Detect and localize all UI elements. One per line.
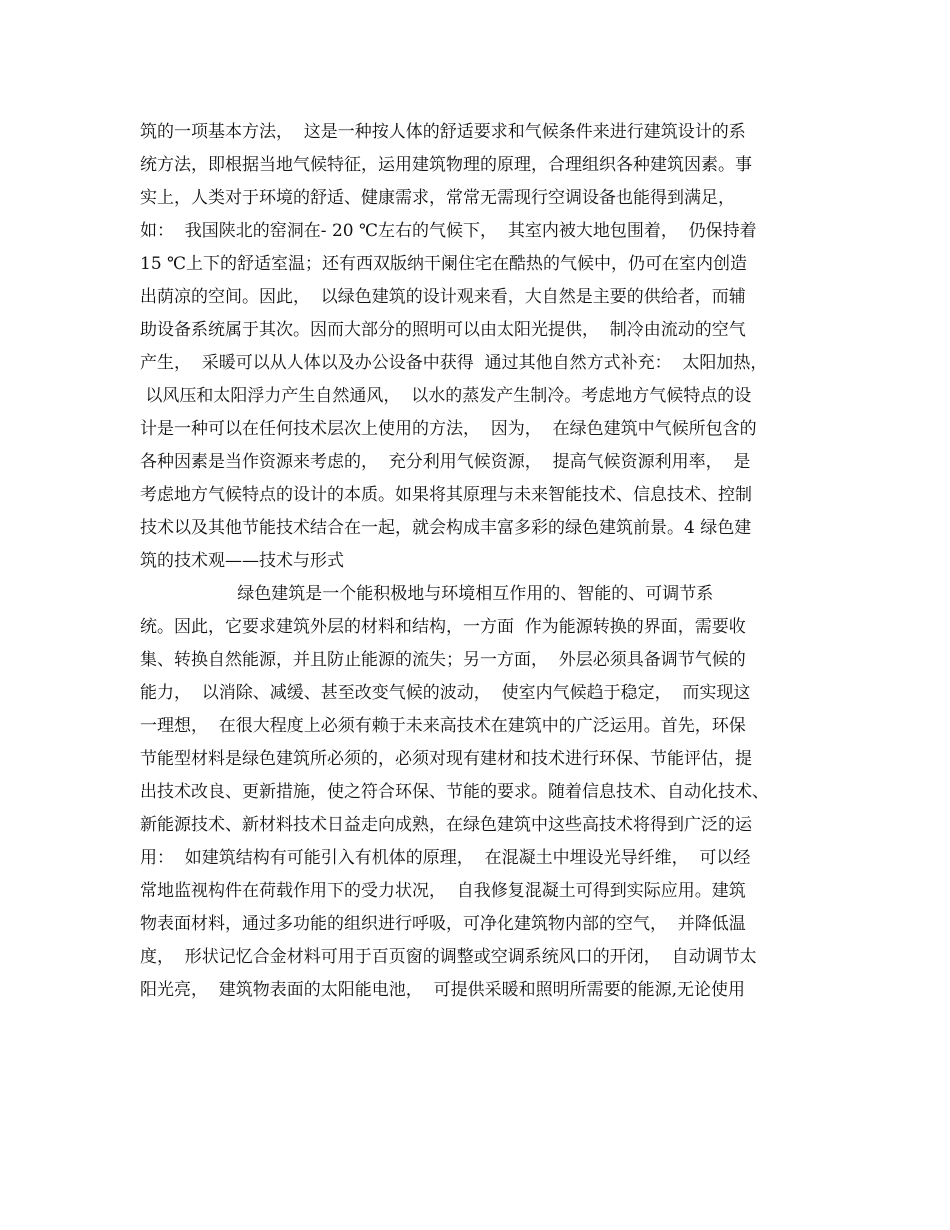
text-line: 计是一种可以在任何技术层次上使用的方法， 因为， 在绿色建筑中气候所包含的 xyxy=(140,419,757,439)
text-line: 度， 形状记忆合金材料可用于百页窗的调整或空调系统风口的开闭， 自动调节太 xyxy=(140,947,757,967)
text-line: 集、转换自然能源，并且防止能源的流失；另一方面， 外层必须具备调节气候的 xyxy=(140,650,746,670)
text-line: 出荫凉的空间。因此， 以绿色建筑的设计观来看，大自然是主要的供给者，而辅 xyxy=(140,287,746,307)
text-line: 阳光亮， 建筑物表面的太阳能电池， 可提供采暖和照明所需要的能源,无论使用 xyxy=(140,980,746,1000)
text-line: 节能型材料是绿色建筑所必须的，必须对现有建材和技术进行环保、节能评估，提 xyxy=(140,749,752,769)
text-line: 统方法，即根据当地气候特征，运用建筑物理的原理，合理组织各种建筑因素。事 xyxy=(140,155,752,175)
text-line: 新能源技术、新材料技术日益走向成熟，在绿色建筑中这些高技术将得到广泛的运 xyxy=(140,815,752,835)
text-line: 能力， 以消除、减缓、甚至改变气候的波动， 使室内气候趋于稳定， 而实现这 xyxy=(140,683,751,703)
text-line: 技术以及其他节能技术结合在一起，就会构成丰富多彩的绿色建筑前景。4 绿色建 xyxy=(140,518,752,538)
text-line: 常地监视构件在荷载作用下的受力状况， 自我修复混凝土可得到实际应用。建筑 xyxy=(140,881,746,901)
text-line: 如： 我国陕北的窑洞在- 20 ℃左右的气候下， 其室内被大地包围着， 仍保持着 xyxy=(140,221,757,241)
text-line: 各种因素是当作资源来考虑的， 充分利用气候资源， 提高气候资源利用率， 是 xyxy=(140,452,751,472)
text-line: 筑的一项基本方法， 这是一种按人体的舒适要求和气候条件来进行建筑设计的系 xyxy=(140,122,746,142)
text-line: 物表面材料，通过多功能的组织进行呼吸，可净化建筑物内部的空气， 并降低温 xyxy=(140,914,746,934)
text-line: 以风压和太阳浮力产生自然通风， 以水的蒸发产生制冷。考虑地方气候特点的设 xyxy=(140,386,752,406)
text-line: 助设备系统属于其次。因而大部分的照明可以由太阳光提供， 制冷由流动的空气 xyxy=(140,320,746,340)
text-line: 一理想， 在很大程度上必须有赖于未来高技术在建筑中的广泛运用。首先，环保 xyxy=(140,716,746,736)
paragraph-start-line: 绿色建筑是一个能积极地与环境相互作用的、智能的、可调节系 xyxy=(140,584,714,604)
text-line: 用： 如建筑结构有可能引入有机体的原理， 在混凝土中埋设光导纤维， 可以经 xyxy=(140,848,751,868)
text-line: 出技术改良、更新措施，使之符合环保、节能的要求。随着信息技术、自动化技术、 xyxy=(140,782,769,802)
body-text xyxy=(140,116,820,1007)
section-heading-line: 筑的技术观——技术与形式 xyxy=(140,551,344,571)
text-line: 产生， 采暖可以从人体以及办公设备中获得 通过其他自然方式补充： 太阳加热， xyxy=(140,353,768,373)
text-line: 统。因此，它要求建筑外层的材料和结构，一方面 作为能源转换的界面，需要收 xyxy=(140,617,746,637)
text-line: 15 ℃上下的舒适室温；还有西双版纳干阑住宅在酷热的气候中，仍可在室内创造 xyxy=(140,254,748,274)
text-line: 考虑地方气候特点的设计的本质。如果将其原理与未来智能技术、信息技术、控制 xyxy=(140,485,752,505)
text-line: 实上，人类对于环境的舒适、健康需求，常常无需现行空调设备也能得到满足， xyxy=(140,188,735,208)
